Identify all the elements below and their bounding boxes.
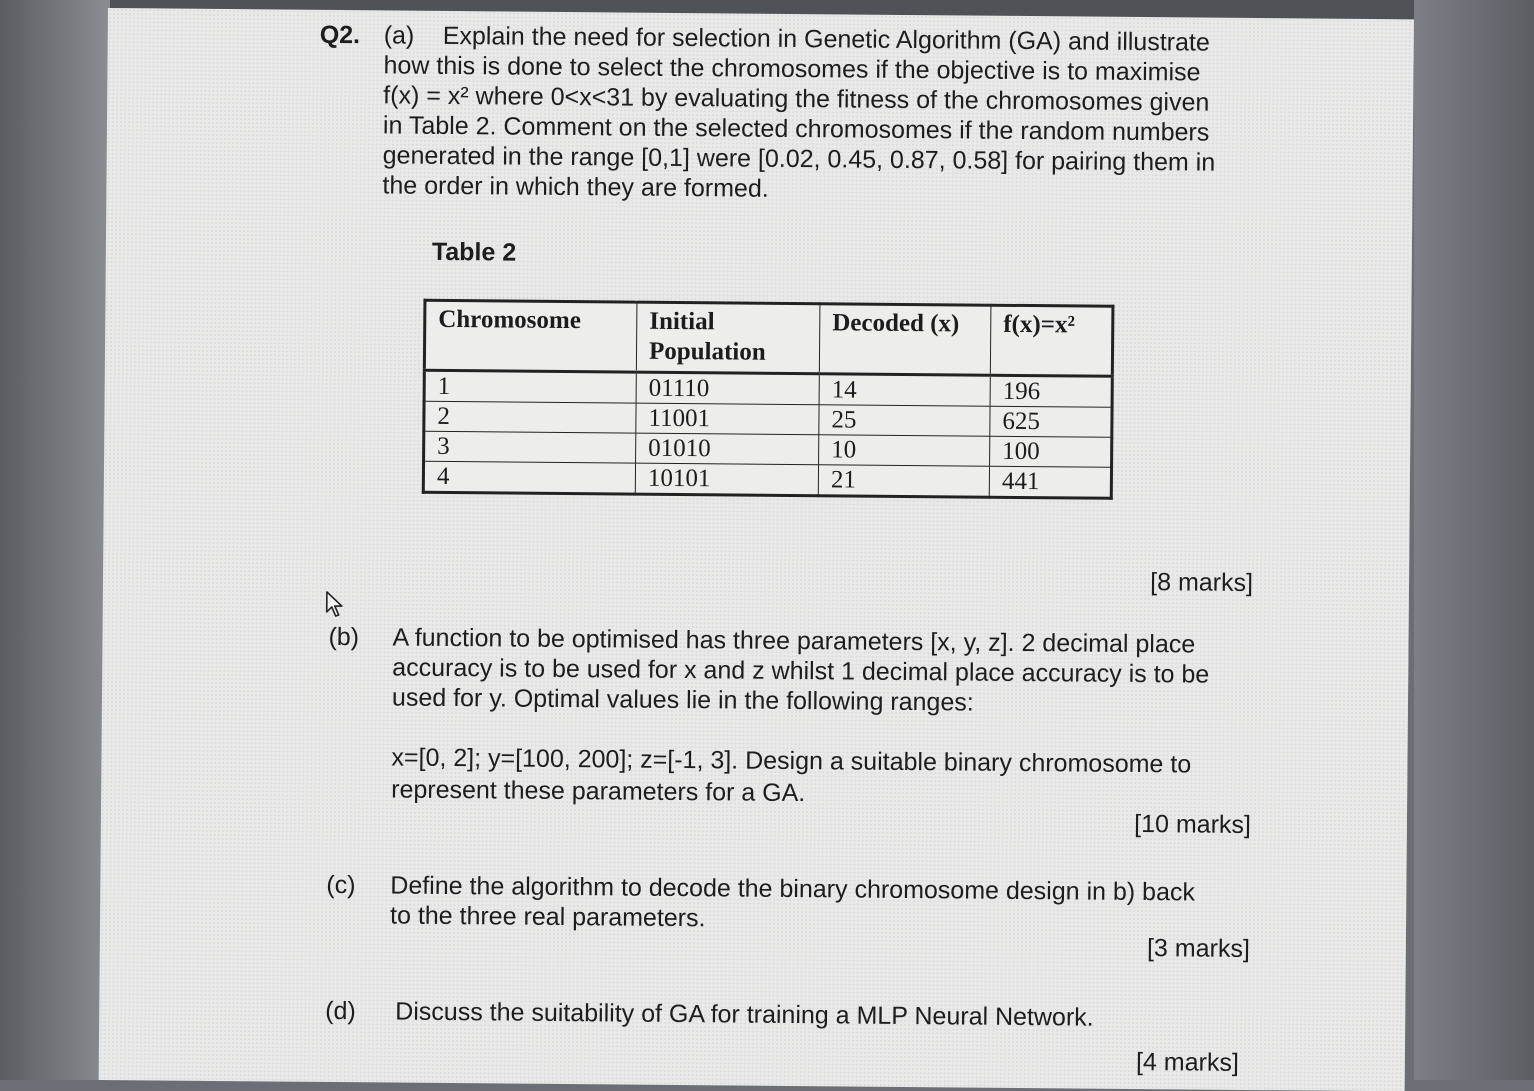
part-a-line-2: how this is done to select the chromosomes if the objective is to maximise <box>383 51 1201 87</box>
cell-decoded-x: 10 <box>819 435 990 466</box>
table-header-row <box>424 300 1113 376</box>
cell-fitness: 196 <box>990 375 1112 407</box>
part-b-marks: [10 marks] <box>1134 809 1252 840</box>
exam-page <box>99 8 1414 1091</box>
part-c-line-1: Define the algorithm to decode the binary chromosome design in b) back <box>390 871 1196 907</box>
header-initial-population: Initial Population <box>636 302 820 374</box>
header-fitness: f(x)=x² <box>990 305 1113 376</box>
part-d-label: (d) <box>325 996 356 1026</box>
cell-initial-population: 01110 <box>636 372 819 405</box>
part-d-marks: [4 marks] <box>1135 1048 1239 1077</box>
part-a-line-4: in Table 2. Comment on the selected chromosomes if the random numbers <box>382 111 1210 147</box>
cell-fitness: 625 <box>990 406 1112 437</box>
part-c-marks: [3 marks] <box>1146 934 1250 963</box>
cell-initial-population: 01010 <box>636 433 819 465</box>
cell-chromosome: 1 <box>424 370 636 403</box>
part-b-label: (b) <box>328 622 360 652</box>
cell-fitness: 441 <box>989 466 1111 498</box>
part-a-line-6: the order in which they are formed. <box>382 171 769 203</box>
cell-chromosome: 2 <box>424 401 636 433</box>
screen-bezel-left <box>0 0 110 1080</box>
part-a-line-3: f(x) = x² where 0<x<31 by evaluating the fitness of the chromosomes given <box>383 81 1210 117</box>
question-number: Q2. <box>319 20 361 50</box>
part-a-marks: [8 marks] <box>1150 568 1254 598</box>
cell-decoded-x: 21 <box>818 465 989 497</box>
screen-bezel-right <box>1414 0 1534 1080</box>
table-row <box>423 461 1111 498</box>
header-decoded-x: Decoded (x) <box>819 304 991 375</box>
cell-fitness: 100 <box>990 436 1112 467</box>
part-a-line-1: Explain the need for selection in Genetic Algorithm (GA) and illustrate <box>442 21 1210 57</box>
cell-decoded-x: 14 <box>819 374 990 406</box>
cell-chromosome: 4 <box>423 461 635 494</box>
part-d-line-1: Discuss the suitability of GA for training a MLP Neural Network. <box>395 997 1094 1032</box>
part-b-line-2: accuracy is to be used for x and z whilst 1 decimal place accuracy is to be <box>392 653 1210 689</box>
chromosome-table <box>422 299 1115 500</box>
part-c-line-2: to the three real parameters. <box>389 901 706 933</box>
cell-initial-population: 10101 <box>635 463 818 496</box>
mouse-pointer-icon <box>325 590 347 620</box>
cell-decoded-x: 25 <box>819 405 990 436</box>
cell-initial-population: 11001 <box>636 403 819 435</box>
cell-chromosome: 3 <box>424 431 636 463</box>
header-chromosome: Chromosome <box>424 300 637 372</box>
part-b-line-4: x=[0, 2]; y=[100, 200]; z=[-1, 3]. Design a suitable binary chromosome to <box>391 743 1192 779</box>
part-b-line-1: A function to be optimised has three parameters [x, y, z]. 2 decimal place <box>392 623 1196 659</box>
part-a-label: (a) <box>383 21 415 50</box>
part-b-line-3: used for y. Optimal values lie in the following ranges: <box>391 683 974 717</box>
part-b-line-5: represent these parameters for a GA. <box>391 775 806 808</box>
table-caption: Table 2 <box>431 237 517 267</box>
part-a-line-5: generated in the range [0,1] were [0.02, 0.45, 0.87, 0.58] for pairing them in <box>382 141 1216 177</box>
part-c-label: (c) <box>326 870 356 900</box>
